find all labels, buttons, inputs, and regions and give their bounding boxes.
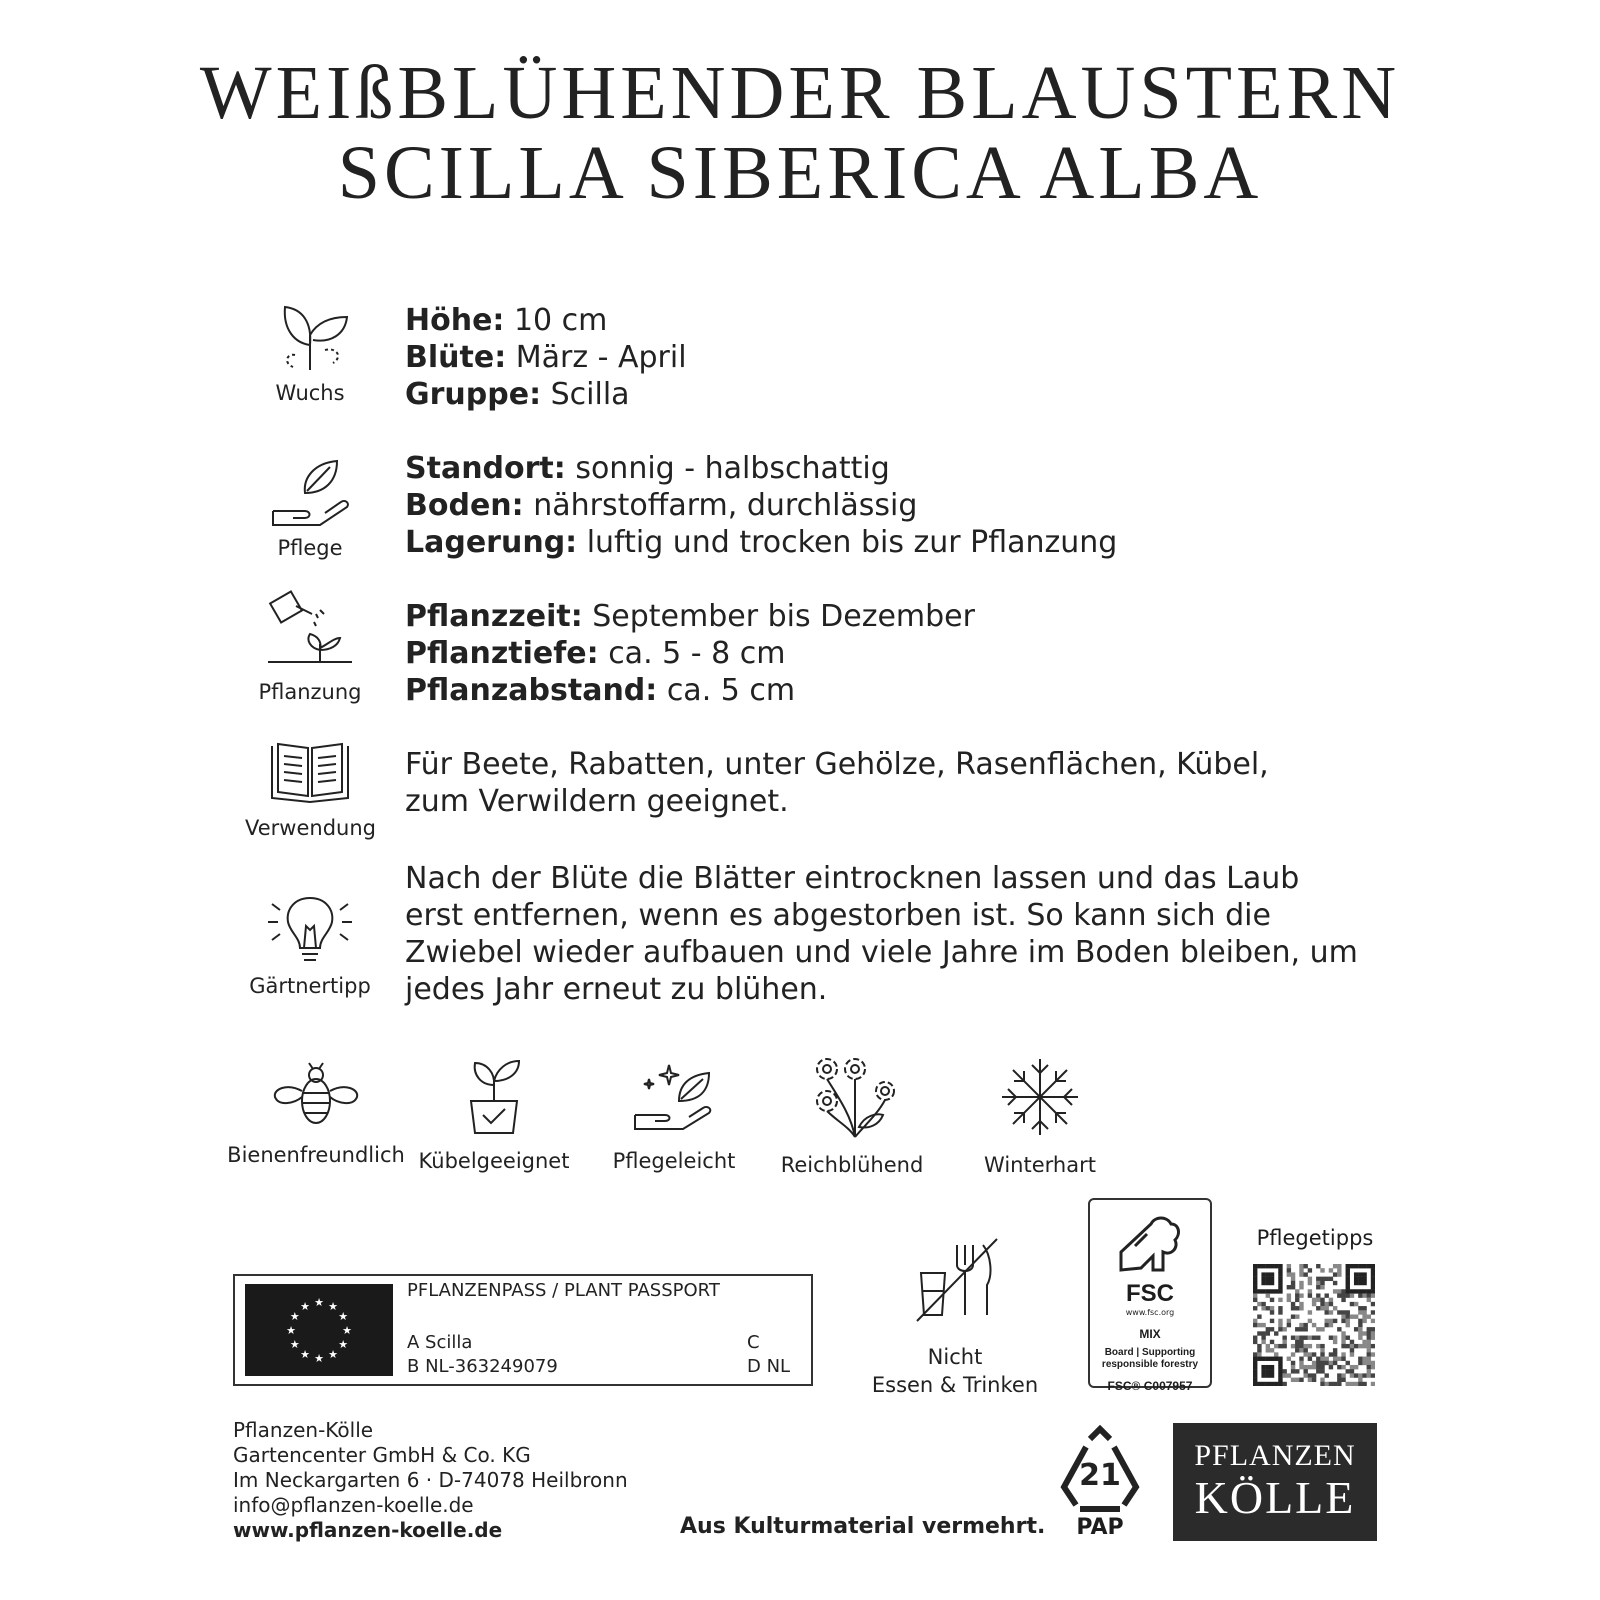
lightbulb-icon	[262, 892, 358, 968]
flowers-icon	[807, 1055, 897, 1139]
feature-kuebelgeeignet	[404, 1055, 584, 1173]
bee-icon	[271, 1055, 361, 1129]
passport-b: B NL-363249079	[407, 1356, 558, 1377]
row-wuchs-icon-block	[245, 295, 375, 405]
feature-label: Kübelgeeignet	[418, 1149, 570, 1173]
feature-label: Bienenfreundlich	[227, 1143, 405, 1167]
row-verwendung-caption: Verwendung	[245, 816, 376, 840]
fsc-board2: responsible forestry	[1101, 1359, 1199, 1370]
address-email[interactable]: info@pflanzen-koelle.de	[233, 1493, 474, 1517]
passport-heading: PFLANZENPASS / PLANT PASSPORT	[407, 1280, 720, 1301]
row-line: Pflanztiefe: ca. 5 - 8 cm	[405, 636, 786, 671]
row-line: Gruppe: Scilla	[405, 377, 630, 412]
culture-material-note: Aus Kulturmaterial vermehrt.	[680, 1514, 1046, 1539]
feature-label: Reichblühend	[780, 1153, 924, 1177]
fsc-board1: Board | Supporting	[1104, 1347, 1196, 1358]
eu-star-icon: ★	[338, 1310, 349, 1323]
passport-c: C	[747, 1332, 760, 1353]
row-pflanzung-text	[405, 598, 975, 709]
company-address	[233, 1418, 628, 1543]
row-verwendung-text: Für Beete, Rabatten, unter Gehölze, Rasenflächen, Kübel, zum Verwildern geeignet.	[405, 747, 1269, 819]
watering-can-icon	[262, 588, 358, 674]
passport-a: A Scilla	[407, 1332, 473, 1353]
plant-passport	[233, 1274, 813, 1386]
hand-leaf-icon	[265, 455, 355, 530]
fsc-mix: MIX	[1139, 1327, 1161, 1341]
feature-pflegeleicht	[584, 1055, 764, 1173]
row-pflege-text	[405, 450, 1117, 561]
row-gaertnertipp-icon-block	[245, 892, 375, 998]
eu-star-icon: ★	[338, 1338, 349, 1351]
sparkle-hand-leaf-icon	[629, 1055, 719, 1135]
row-line: Höhe: 10 cm	[405, 303, 608, 338]
plant-growth-icon	[265, 295, 355, 375]
snowflake-icon	[998, 1055, 1082, 1139]
row-line: Standort: sonnig - halbschattig	[405, 451, 890, 486]
book-icon	[268, 740, 352, 810]
eu-star-icon: ★	[314, 1296, 324, 1309]
row-line: Lagerung: luftig und trocken bis zur Pflanzung	[405, 525, 1118, 560]
qr-code[interactable]	[1253, 1264, 1375, 1386]
row-pflege-icon-block	[245, 455, 375, 560]
fsc-url: www.fsc.org	[1125, 1308, 1175, 1317]
potted-plant-icon	[459, 1055, 529, 1135]
eu-star-icon: ★	[300, 1299, 310, 1313]
row-gaertnertipp-text: Nach der Blüte die Blätter eintrocknen lassen und das Laub erst entfernen, wenn es abgestorben ist. So kann sich die Zwiebel wieder aufbauen und viele Jahre im Boden bleiben, um jedes Jahr erneut zu blühen.	[405, 861, 1358, 1007]
passport-d: D NL	[747, 1356, 791, 1377]
row-pflanzung-caption: Pflanzung	[258, 680, 362, 704]
row-wuchs-text	[405, 302, 687, 413]
row-gaertnertipp-caption: Gärtnertipp	[249, 974, 371, 998]
warning-line1: Nicht	[927, 1345, 983, 1369]
eu-star-icon: ★	[328, 1299, 338, 1313]
row-line: Boden: nährstoffarm, durchlässig	[405, 488, 918, 523]
recycling-label: PAP	[1076, 1515, 1124, 1540]
feature-label: Pflegeleicht	[612, 1149, 736, 1173]
eu-star-icon: ★	[314, 1352, 324, 1365]
address-website[interactable]: www.pflanzen-koelle.de	[233, 1518, 503, 1542]
fsc-tree-icon	[1115, 1210, 1185, 1274]
recycling-triangle-icon	[1052, 1425, 1148, 1515]
brand-logo	[1173, 1423, 1377, 1541]
no-food-warning	[865, 1235, 1045, 1399]
row-line: Blüte: März - April	[405, 340, 687, 375]
eu-star-icon: ★	[289, 1338, 300, 1351]
logo-line2: KÖLLE	[1194, 1472, 1356, 1523]
row-wuchs-caption: Wuchs	[275, 381, 345, 405]
qr-label: Pflegetipps	[1256, 1226, 1374, 1250]
fsc-logo-text: FSC	[1126, 1280, 1174, 1307]
logo-line1: PFLANZEN	[1194, 1439, 1356, 1472]
feature-reichbluehend	[762, 1055, 942, 1177]
address-line2: Gartencenter GmbH & Co. KG	[233, 1443, 531, 1467]
warning-line2: Essen & Trinken	[871, 1373, 1039, 1397]
fsc-code: FSC® C007957	[1107, 1379, 1193, 1393]
title-botanical-name: SCILLA SIBERICA ALBA	[337, 131, 1263, 215]
address-line1: Pflanzen-Kölle	[233, 1418, 374, 1442]
row-pflege-caption: Pflege	[277, 536, 343, 560]
eu-star-icon: ★	[286, 1324, 296, 1337]
recycling-mark	[1050, 1425, 1150, 1540]
row-pflanzung-icon-block	[245, 588, 375, 704]
title-common-name: WEIßBLÜHENDER BLAUSTERN	[199, 51, 1401, 135]
eu-star-icon: ★	[328, 1348, 338, 1362]
feature-winterhart	[950, 1055, 1130, 1177]
address-line3: Im Neckargarten 6 · D-74078 Heilbronn	[233, 1468, 628, 1492]
eu-star-icon: ★	[289, 1310, 300, 1323]
recycling-number: 21	[1079, 1458, 1121, 1493]
fsc-badge	[1088, 1198, 1212, 1393]
feature-bienenfreundlich	[226, 1055, 406, 1167]
row-verwendung-icon-block	[245, 740, 375, 840]
eu-stars	[286, 1296, 352, 1365]
eu-flag-icon	[245, 1284, 393, 1376]
feature-label: Winterhart	[984, 1153, 1096, 1177]
row-line: Pflanzabstand: ca. 5 cm	[405, 673, 796, 708]
eu-star-icon: ★	[342, 1324, 352, 1337]
no-food-drink-icon	[907, 1235, 1003, 1331]
row-line: Pflanzzeit: September bis Dezember	[405, 599, 975, 634]
eu-star-icon: ★	[300, 1348, 310, 1362]
